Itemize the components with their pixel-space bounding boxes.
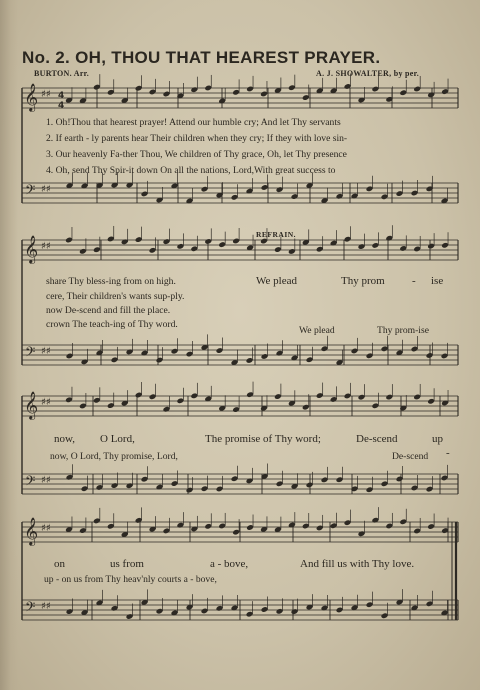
refrain-we-plead: We plead xyxy=(256,275,297,287)
verse-3-line-a: 3. Our heavenly Fa-ther Thou, We children of Thy grace, Oh, let Thy presence xyxy=(46,149,347,160)
system-4-treble-clef: 𝄞 xyxy=(24,517,39,545)
hymn-title: No. 2. OH, THOU THAT HEAREST PRAYER. xyxy=(22,48,381,67)
verse-2-line-b: cere, Their children's wants sup-ply. xyxy=(46,291,185,302)
s3-hyphen: - xyxy=(446,447,450,459)
refrain-ise: ise xyxy=(431,275,444,287)
system-2-key-signature-top: ♯♯ xyxy=(41,241,51,252)
refrain-label: REFRAIN. xyxy=(256,230,297,239)
composer-credit: A. J. SHOWALTER, by per. xyxy=(316,69,420,78)
s4-on: on xyxy=(54,558,65,570)
system-4-bass-clef: 𝄢 xyxy=(25,599,36,618)
s3-bass-descend: De-scend xyxy=(392,451,429,462)
system-3-treble-clef: 𝄞 xyxy=(24,391,39,419)
system-1-key-signature-top: ♯♯ xyxy=(41,89,51,100)
s3-descend: De-scend xyxy=(356,433,398,445)
time-signature-top: 4 xyxy=(58,91,65,101)
s3-o-lord: O Lord, xyxy=(100,433,135,445)
verse-3-line-b: now De-scend and fill the place. xyxy=(46,305,171,316)
s4-fill-us: And fill us with Thy love. xyxy=(300,558,415,570)
system-1-key-signature-bass: ♯♯ xyxy=(41,184,51,195)
system-4-key-signature-top: ♯♯ xyxy=(41,523,51,534)
bass-thy-promise: Thy prom-ise xyxy=(377,325,429,336)
s4-bass-lyrics: up - on us from Thy heav'nly courts a - bove, xyxy=(44,574,217,585)
s3-now: now, xyxy=(54,433,75,445)
verse-4-line-b: crown The teach-ing of Thy word. xyxy=(46,319,178,330)
s3-promise: The promise of Thy word; xyxy=(205,433,321,445)
s4-above: a - bove, xyxy=(210,558,249,570)
system-2-key-signature-bass: ♯♯ xyxy=(41,346,51,357)
refrain-hyphen: - xyxy=(412,275,416,287)
system-3-key-signature-top: ♯♯ xyxy=(41,397,51,408)
system-1-treble-clef: 𝄞 xyxy=(24,83,39,111)
verse-2-line-a: 2. If earth - ly parents hear Their children when they cry; If they with love sin- xyxy=(46,133,348,144)
arranger-credit: BURTON. Arr. xyxy=(34,69,90,78)
system-4-key-signature-bass: ♯♯ xyxy=(41,601,51,612)
bass-we-plead: We plead xyxy=(299,325,335,336)
time-signature-bottom: 4 xyxy=(58,101,65,111)
verse-1-line-b: share Thy bless-ing from on high. xyxy=(46,276,176,287)
system-3-key-signature-bass: ♯♯ xyxy=(41,475,51,486)
verse-4-line-a: 4. Oh, send Thy Spir-it down On all the nations, Lord,With great success to xyxy=(46,165,336,176)
s3-up: up xyxy=(432,433,443,445)
verse-1-line-a: 1. Oh!Thou that hearest prayer! Attend our humble cry; And let Thy servants xyxy=(46,117,341,128)
system-2-bass-clef: 𝄢 xyxy=(25,344,36,363)
system-1-bass-clef: 𝄢 xyxy=(25,182,36,201)
s4-us-from: us from xyxy=(110,558,144,570)
system-2-treble-clef: 𝄞 xyxy=(24,235,39,263)
s3-bass-lyrics: now, O Lord, Thy promise, Lord, xyxy=(50,451,178,462)
system-3-bass-clef: 𝄢 xyxy=(25,473,36,492)
refrain-thy-prom: Thy prom xyxy=(341,275,385,287)
